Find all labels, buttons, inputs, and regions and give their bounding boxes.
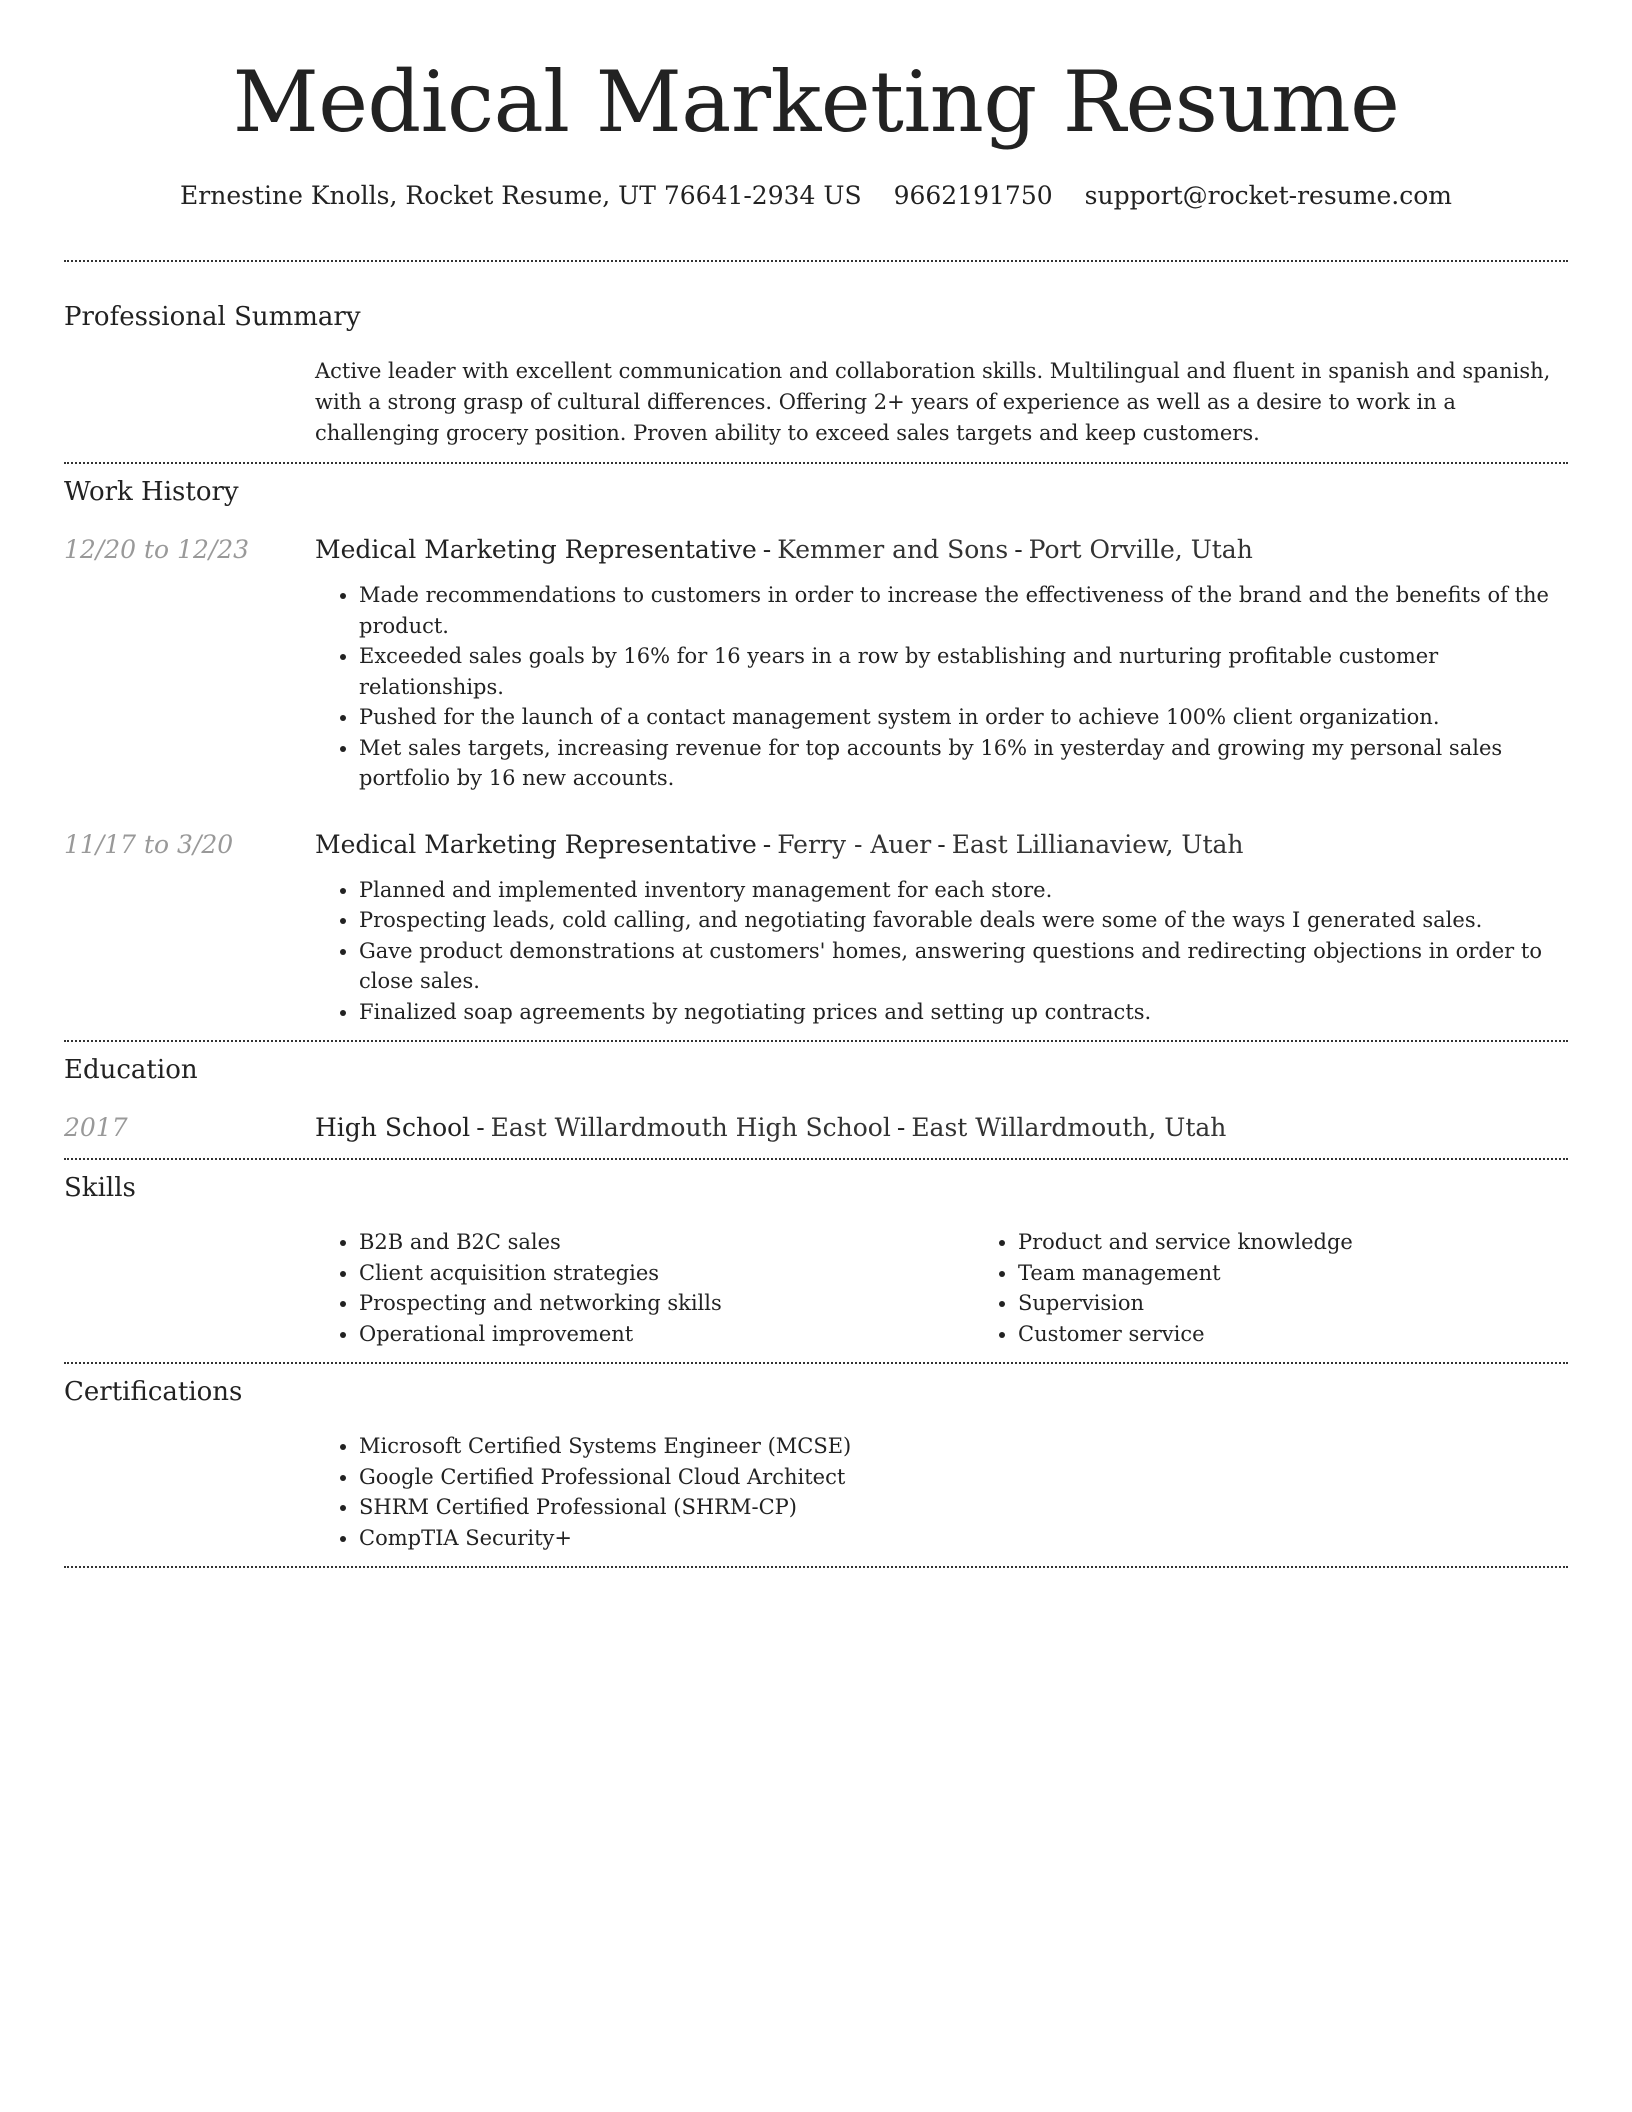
section-heading-education: Education	[64, 1055, 198, 1085]
list-item: • Prospecting leads, cold calling, and negotiating favorable deals were some of the ways I generated sales.	[359, 905, 1568, 936]
job-dates: 12/20 to 12/23	[64, 535, 250, 564]
section-heading-skills: Skills	[64, 1173, 136, 1203]
job-company: Ferry - Auer	[777, 829, 932, 859]
list-item: • Google Certified Professional Cloud Architect	[359, 1462, 1568, 1493]
section-heading-certifications: Certifications	[64, 1377, 243, 1407]
list-item: • Pushed for the launch of a contact management system in order to achieve 100% client organization.	[359, 702, 1568, 733]
skills-column-1	[315, 1227, 974, 1349]
certifications-list	[315, 1431, 1568, 1553]
job-title: Medical Marketing Representative	[315, 535, 757, 564]
education-entry	[64, 1111, 1568, 1145]
divider	[64, 1566, 1568, 1568]
skills-column-2	[974, 1227, 1632, 1349]
contact-email: support@rocket-resume.com	[1084, 181, 1452, 210]
summary-text: Active leader with excellent communication and collaboration skills. Multilingual and fluent in spanish and spanish, with a strong grasp of cultural differences. Offering 2+ years of experience as well as a desire to work in a challenging grocery position. Proven ability to exceed sales targets and keep customers.	[315, 359, 1551, 445]
separator: -	[476, 1113, 485, 1142]
list-item: • Supervision	[1018, 1288, 1632, 1319]
job-company: Kemmer and Sons	[777, 535, 1009, 564]
job-title-line	[315, 533, 1568, 567]
list-item: • Planned and implemented inventory management for each store.	[359, 875, 1568, 906]
list-item: • Microsoft Certified Systems Engineer (MCSE)	[359, 1431, 1568, 1462]
job-title: Medical Marketing Representative	[315, 829, 757, 859]
list-item: • Prospecting and networking skills	[359, 1288, 974, 1319]
contact-address: Ernestine Knolls, Rocket Resume, UT 76641-2934 US	[180, 181, 862, 210]
separator: -	[762, 535, 772, 564]
resume-title: Medical Marketing Resume	[232, 53, 1400, 151]
section-heading-work: Work History	[64, 477, 239, 507]
summary-section	[64, 262, 1568, 462]
list-item: • Team management	[1018, 1258, 1632, 1289]
skills-grid	[315, 1227, 1632, 1349]
education-school: East Willardmouth High School	[490, 1113, 891, 1142]
separator: -	[937, 829, 946, 859]
separator: -	[896, 1113, 906, 1142]
education-title-line	[315, 1111, 1568, 1145]
job-location: East Lillianaview, Utah	[951, 829, 1244, 859]
education-section	[64, 1042, 1568, 1158]
list-item: • Exceeded sales goals by 16% for 16 years in a row by establishing and nurturing profitable customer relationships.	[359, 641, 1568, 702]
education-location: East Willardmouth, Utah	[911, 1113, 1227, 1142]
education-year: 2017	[64, 1113, 128, 1142]
separator: -	[762, 829, 772, 859]
contact-line	[64, 180, 1568, 212]
job-bullets	[315, 875, 1568, 1028]
list-item: • CompTIA Security+	[359, 1523, 1568, 1554]
certifications-section	[64, 1364, 1568, 1566]
contact-phone: 9662191750	[893, 181, 1053, 210]
list-item: • Customer service	[1018, 1319, 1632, 1350]
job-entry	[64, 828, 1568, 1028]
list-item: • Finalized soap agreements by negotiating prices and setting up contracts.	[359, 997, 1568, 1028]
list-item: • B2B and B2C sales	[359, 1227, 974, 1258]
job-bullets	[315, 580, 1568, 794]
list-item: • Met sales targets, increasing revenue for top accounts by 16% in yesterday and growing my personal sales portfolio by 16 new accounts.	[359, 733, 1568, 794]
skills-section	[64, 1160, 1568, 1362]
list-item: • Operational improvement	[359, 1319, 974, 1350]
job-title-line	[315, 828, 1568, 862]
list-item: • SHRM Certified Professional (SHRM-CP)	[359, 1492, 1568, 1523]
separator: -	[1014, 535, 1023, 564]
work-section	[64, 464, 1568, 1040]
list-item: • Made recommendations to customers in order to increase the effectiveness of the brand and the benefits of the product.	[359, 580, 1568, 641]
education-degree: High School	[315, 1113, 471, 1142]
section-heading-summary: Professional Summary	[64, 302, 361, 332]
list-item: • Client acquisition strategies	[359, 1258, 974, 1289]
list-item: • Product and service knowledge	[1018, 1227, 1632, 1258]
job-dates: 11/17 to 3/20	[64, 829, 234, 859]
list-item: • Gave product demonstrations at customers' homes, answering questions and redirecting objections in order to close sales.	[359, 936, 1568, 997]
job-entry	[64, 533, 1568, 794]
job-location: Port Orville, Utah	[1028, 535, 1253, 564]
